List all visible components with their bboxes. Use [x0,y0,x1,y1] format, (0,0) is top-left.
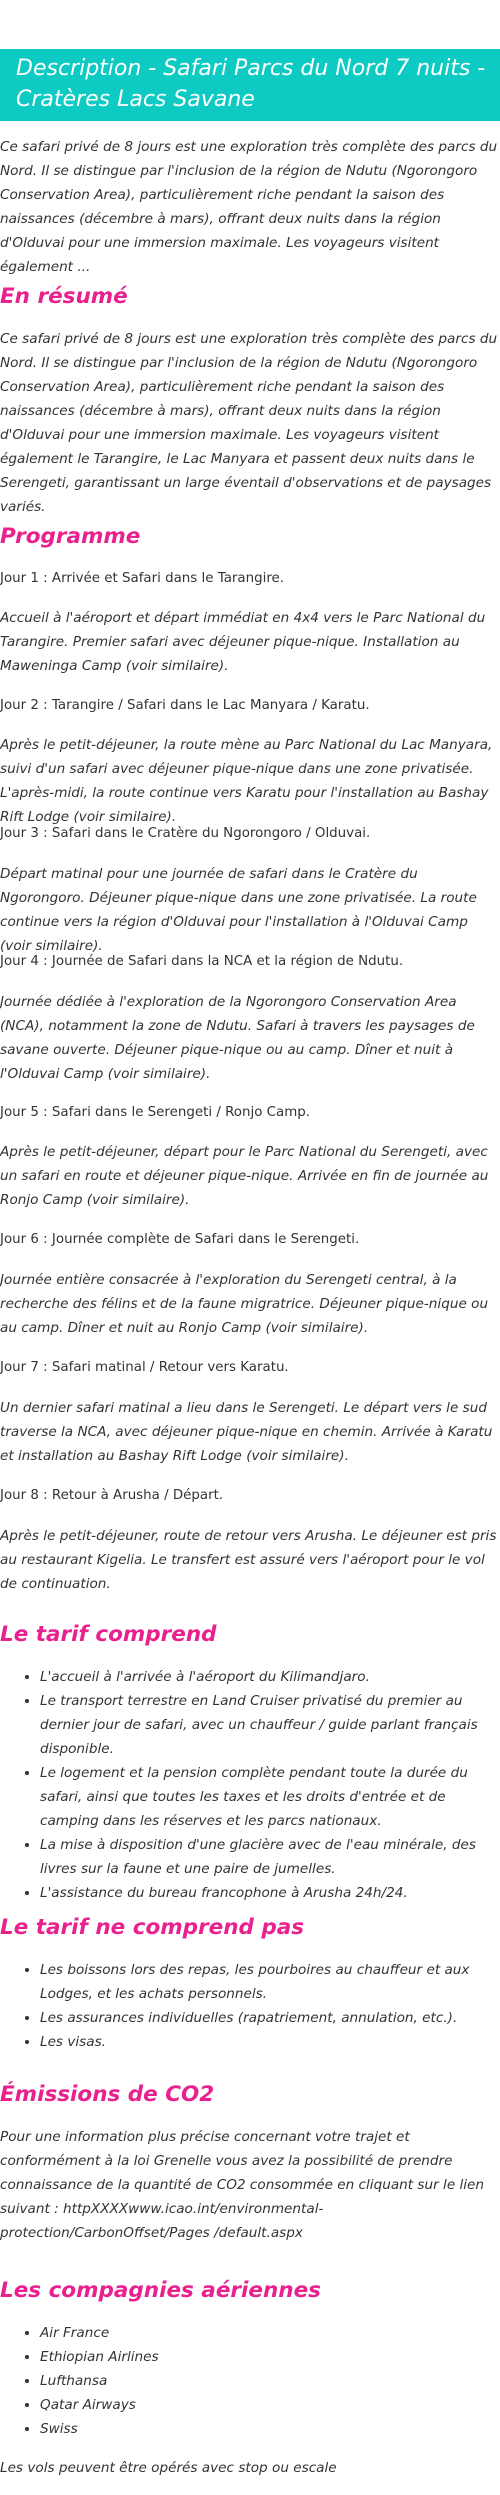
list-item: • L'accueil à l'arrivée à l'aéroport du Kilimandjaro. [40,1665,500,1689]
tarif-ne-comprend-list [0,1958,500,2054]
programme-heading: Programme [0,524,141,549]
co2-paragraph: Pour une information plus précise concernant votre trajet et conformément à la loi Grenelle vous avez la possibilité de prendre connaissance de la quantité de CO2 consommée en cliquant sur le lien suivant : httpXXXXwww.icao.int/environmental-protection/CarbonOffset/Pages /default.aspx [0,2129,485,2241]
list-item: • Le logement et la pension complète pendant toute la durée du safari, ainsi que toutes les taxes et les droits d'entrée et de camping dans les réserves et les parcs nationaux. [40,1761,500,1833]
list-item: • Ethiopian Airlines [40,2345,500,2369]
tarif-comprend-heading: Le tarif comprend [0,1622,217,1647]
day-3-title: Jour 3 : Safari dans le Cratère du Ngorongoro / Olduvai. [0,826,371,841]
compagnies-note: Les vols peuvent être opérés avec stop ou escale [0,2460,337,2476]
list-item: • L'assistance du bureau francophone à Arusha 24h/24. [40,1881,500,1905]
tarif-ne-comprend-heading: Le tarif ne comprend pas [0,1915,305,1940]
list-item: • Lufthansa [40,2369,500,2393]
day-1-title: Jour 1 : Arrivée et Safari dans le Tarangire. [0,571,285,586]
day-7-text: Un dernier safari matinal a lieu dans le Serengeti. Le départ vers le sud traverse la NCA, avec déjeuner pique-nique en chemin. Arrivée à Karatu et installation au Bashay Rift Lodge (voir similaire). [0,1400,493,1464]
list-item: • Air France [40,2321,500,2345]
day-6-text: Journée entière consacrée à l'exploration du Serengeti central, à la recherche des félins et de la faune migratrice. Déjeuner pique-nique ou au camp. Dîner et nuit au Ronjo Camp (voir similaire). [0,1272,489,1336]
day-7-title: Jour 7 : Safari matinal / Retour vers Karatu. [0,1360,289,1375]
co2-heading: Émissions de CO2 [0,2082,215,2107]
day-2-text: Après le petit-déjeuner, la route mène au Parc National du Lac Manyara, suivi d'un safari avec déjeuner pique-nique dans une zone privatisée. L'après-midi, la route continue vers Karatu pour l'installation au Bashay Rift Lodge (voir similaire). [0,737,493,825]
list-item: • Swiss [40,2417,500,2441]
day-2-title: Jour 2 : Tarangire / Safari dans le Lac Manyara / Karatu. [0,698,370,713]
list-item: • Le transport terrestre en Land Cruiser privatisé du premier au dernier jour de safari, avec un chauffeur / guide parlant français disponible. [40,1689,500,1761]
resume-paragraph: Ce safari privé de 8 jours est une exploration très complète des parcs du Nord. Il se distingue par l'inclusion de la région de Ndutu (Ngorongoro Conservation Area), particulièrement riche pendant la saison des naissances (décembre à mars), offrant deux nuits dans la région d'Olduvai pour une immersion maximale. Les voyageurs visitent également le Tarangire, le Lac Manyara et passent deux nuits dans le Serengeti, garantissant un large éventail d'observations et de paysages variés. [0,331,498,515]
day-3-text: Départ matinal pour une journée de safari dans le Cratère du Ngorongoro. Déjeuner pique-nique dans une zone privatisée. La route continue vers la région d'Olduvai pour l'installation à l'Olduvai Camp (voir similaire). [0,866,477,954]
tarif-comprend-list [0,1665,500,1905]
list-item: • Les assurances individuelles (rapatriement, annulation, etc.). [40,2006,500,2030]
day-5-title: Jour 5 : Safari dans le Serengeti / Ronjo Camp. [0,1105,310,1120]
day-4-title: Jour 4 : Journée de Safari dans la NCA et la région de Ndutu. [0,954,404,969]
list-item: • Qatar Airways [40,2393,500,2417]
resume-heading: En résumé [0,284,128,309]
day-4-text: Journée dédiée à l'exploration de la Ngorongoro Conservation Area (NCA), notamment la zone de Ndutu. Safari à travers les paysages de savane ouverte. Déjeuner pique-nique ou au camp. Dîner et nuit à l'Olduvai Camp (voir similaire). [0,994,475,1082]
day-8-title: Jour 8 : Retour à Arusha / Départ. [0,1488,224,1503]
day-6-title: Jour 6 : Journée complète de Safari dans le Serengeti. [0,1232,360,1247]
day-1-text: Accueil à l'aéroport et départ immédiat en 4x4 vers le Parc National du Tarangire. Premier safari avec déjeuner pique-nique. Installation au Maweninga Camp (voir similaire). [0,610,486,674]
page-title-banner: Description - Safari Parcs du Nord 7 nuits - Cratères Lacs Savane [0,49,500,121]
list-item: • Les visas. [40,2030,500,2054]
intro-paragraph: Ce safari privé de 8 jours est une exploration très complète des parcs du Nord. Il se distingue par l'inclusion de la région de Ndutu (Ngorongoro Conservation Area), particulièrement riche pendant la saison des naissances (décembre à mars), offrant deux nuits dans la région d'Olduvai pour une immersion maximale. Les voyageurs visitent également ... [0,139,498,275]
compagnies-list [0,2321,500,2441]
list-item: • La mise à disposition d'une glacière avec de l'eau minérale, des livres sur la faune et une paire de jumelles. [40,1833,500,1881]
day-8-text: Après le petit-déjeuner, route de retour vers Arusha. Le déjeuner est pris au restaurant Kigelia. Le transfert est assuré vers l'aéroport pour le vol de continuation. [0,1528,497,1592]
list-item: • Les boissons lors des repas, les pourboires au chauffeur et aux Lodges, et les achats personnels. [40,1958,500,2006]
day-5-text: Après le petit-déjeuner, départ pour le Parc National du Serengeti, avec un safari en route et déjeuner pique-nique. Arrivée en fin de journée au Ronjo Camp (voir similaire). [0,1144,489,1208]
compagnies-heading: Les compagnies aériennes [0,2278,321,2303]
